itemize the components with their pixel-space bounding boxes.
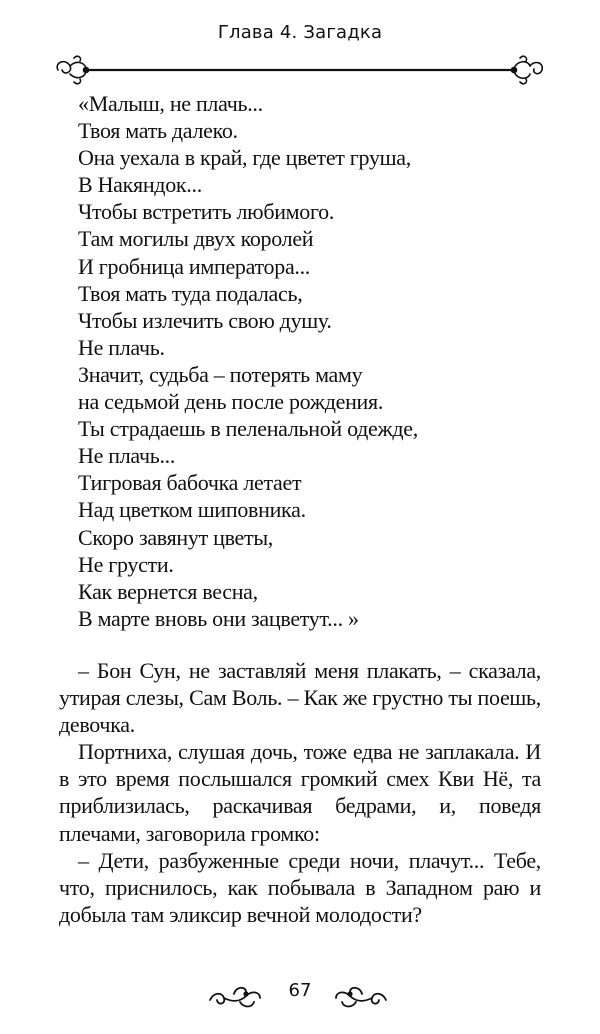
- poem-line: Как вернется весна,: [78, 578, 258, 604]
- page-number: 67: [288, 980, 312, 1001]
- poem-line: Тигровая бабочка летает: [78, 470, 302, 496]
- poem-line: Скоро завянут цветы,: [78, 524, 273, 550]
- poem-line: Чтобы излечить свою душу.: [78, 307, 332, 333]
- poem-line: В Накяндок...: [78, 172, 202, 198]
- poem-line: Не плачь.: [78, 334, 165, 360]
- poem-line: Она уехала в край, где цветет груша,: [78, 145, 411, 171]
- poem-block: [78, 90, 548, 632]
- prose-paragraph: – Дети, разбуженные среди ночи, плачут... Тебе, что, приснилось, как побывала в Западном раю и добыла там эликсир вечной молодости?: [59, 847, 541, 927]
- poem-line: В марте вновь они зацветут... »: [78, 605, 359, 631]
- poem-line: Не грусти.: [78, 551, 174, 577]
- poem-line: Над цветком шиповника.: [78, 497, 306, 523]
- left-flourish-icon: [57, 56, 88, 83]
- prose-block: [59, 657, 541, 928]
- poem-line: Ты страдаешь в пеленальной одежде,: [78, 416, 418, 442]
- poem-line: И гробница императора...: [78, 253, 311, 279]
- poem-line: Чтобы встретить любимого.: [78, 199, 335, 225]
- poem-line: Значит, судьба – потерять маму: [78, 361, 363, 387]
- poem-line: на седьмой день после рождения.: [78, 389, 384, 415]
- poem-line: Там могилы двух королей: [78, 226, 314, 252]
- running-header: Глава 4. Загадка: [217, 22, 383, 43]
- poem-line: «Малыш, не плачь...: [78, 91, 263, 116]
- right-flourish-icon: [512, 56, 543, 83]
- poem-line: Твоя мать далеко.: [78, 118, 238, 144]
- header-ornament-rule: [52, 52, 548, 88]
- prose-paragraph: – Бон Сун, не заставляй меня плакать, – сказала, утирая слезы, Сам Воль. – Как же грустно ты поешь, девочка.: [59, 658, 541, 738]
- prose-paragraph: Портниха, слушая дочь, тоже едва не заплакала. И в это время послышался громкий смех Кви Нё, та приблизилась, раскачивая бедрами, и, поведя плечами, заговорила громко:: [59, 739, 541, 846]
- poem-line: Не плачь...: [78, 443, 176, 469]
- poem-line: Твоя мать туда подалась,: [78, 280, 303, 306]
- footer-right-flourish-icon: [332, 980, 390, 1010]
